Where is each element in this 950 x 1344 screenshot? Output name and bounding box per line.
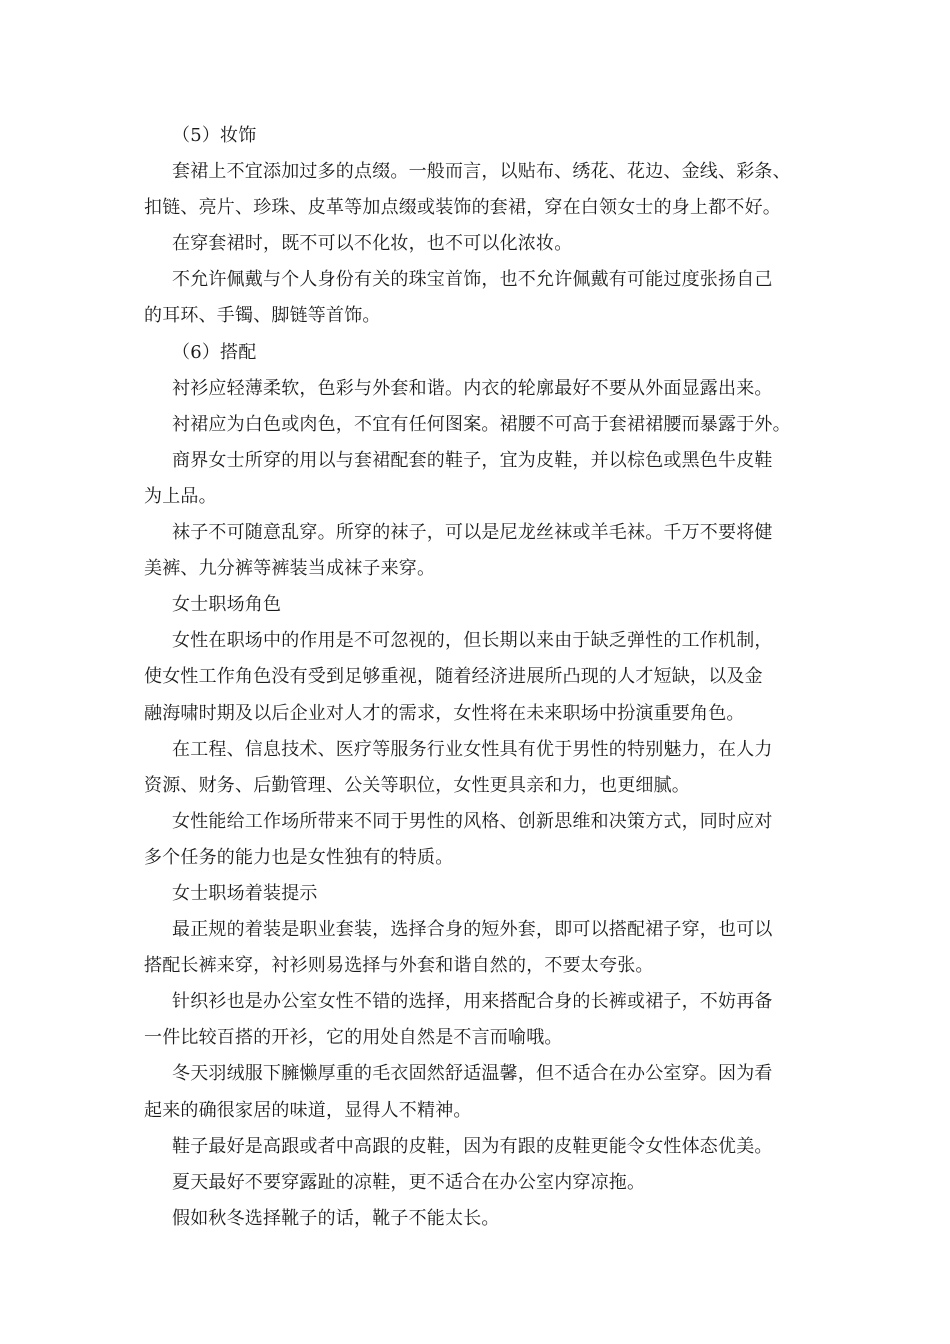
text-line: 夏天最好不要穿露趾的凉鞋，更不适合在办公室内穿凉拖。 xyxy=(172,1171,646,1193)
text-line: 在穿套裙时，既不可以不化妆，也不可以化浓妆。 xyxy=(172,233,573,255)
text-line: 假如秋冬选择靴子的话，靴子不能太长。 xyxy=(172,1207,500,1229)
text-line: 女士职场着装提示 xyxy=(172,882,318,904)
text-line: 使女性工作角色没有受到足够重视，随着经济进展所凸现的人才短缺，以及金 xyxy=(144,666,763,688)
text-line: 冬天羽绒服下臃懒厚重的毛衣固然舒适温馨，但不适合在办公室穿。因为看 xyxy=(172,1063,773,1085)
text-line: （6）搭配 xyxy=(172,341,257,363)
text-line: 针织衫也是办公室女性不错的选择，用来搭配合身的长裤或裙子，不妨再备 xyxy=(172,991,773,1013)
text-line: 美裤、九分裤等裤装当成袜子来穿。 xyxy=(144,558,436,580)
text-line: 扣链、亮片、珍珠、皮革等加点缀或装饰的套裙，穿在白领女士的身上都不好。 xyxy=(144,197,781,219)
text-line: 鞋子最好是高跟或者中高跟的皮鞋，因为有跟的皮鞋更能令女性体态优美。 xyxy=(172,1135,773,1157)
text-line: （5）妆饰 xyxy=(172,125,257,146)
text-line: 在工程、信息技术、医疗等服务行业女性具有优于男性的特别魅力，在人力 xyxy=(172,738,773,760)
text-line: 女性在职场中的作用是不可忽视的，但长期以来由于缺乏弹性的工作机制， xyxy=(172,630,773,652)
text-line: 商界女士所穿的用以与套裙配套的鞋子，宜为皮鞋，并以棕色或黑色牛皮鞋 xyxy=(172,449,773,471)
text-line: 套裙上不宜添加过多的点缀。一般而言，以贴布、绣花、花边、金线、彩条、 xyxy=(172,161,791,183)
text-line: 袜子不可随意乱穿。所穿的袜子，可以是尼龙丝袜或羊毛袜。千万不要将健 xyxy=(172,522,773,544)
document-body xyxy=(144,118,834,1237)
text-line: 一件比较百搭的开衫，它的用处自然是不言而喻哦。 xyxy=(144,1027,563,1049)
text-line: 的耳环、手镯、脚链等首饰。 xyxy=(144,305,381,327)
text-line: 最正规的着装是职业套装，选择合身的短外套，即可以搭配裙子穿，也可以 xyxy=(172,919,773,941)
text-line: 不允许佩戴与个人身份有关的珠宝首饰，也不允许佩戴有可能过度张扬自己 xyxy=(172,269,773,291)
text-line: 女士职场角色 xyxy=(172,594,282,616)
text-line: 女性能给工作场所带来不同于男性的风格、创新思维和决策方式，同时应对 xyxy=(172,810,773,832)
text-line: 起来的确很家居的味道，显得人不精神。 xyxy=(144,1099,472,1121)
text-line: 搭配长裤来穿，衬衫则易选择与外套和谐自然的，不要太夸张。 xyxy=(144,955,654,977)
text-line: 多个任务的能力也是女性独有的特质。 xyxy=(144,846,454,868)
text-line: 衬裙应为白色或肉色，不宜有任何图案。裙腰不可高于套裙裙腰而暴露于外。 xyxy=(172,413,791,435)
text-line: 衬衫应轻薄柔软，色彩与外套和谐。内衣的轮廓最好不要从外面显露出来。 xyxy=(172,377,773,399)
text-line: 为上品。 xyxy=(144,485,217,507)
text-line: 资源、财务、后勤管理、公关等职位，女性更具亲和力，也更细腻。 xyxy=(144,774,690,796)
text-line: 融海啸时期及以后企业对人才的需求，女性将在未来职场中扮演重要角色。 xyxy=(144,702,745,724)
